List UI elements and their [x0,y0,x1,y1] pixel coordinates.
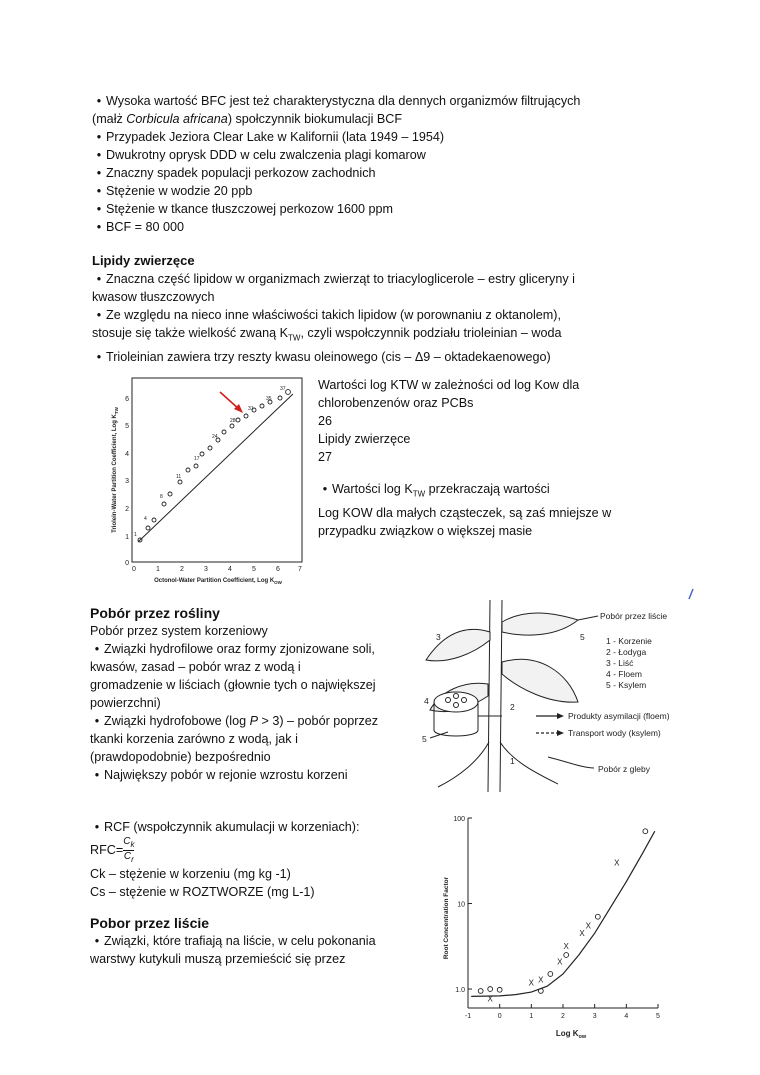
data-point-circle [478,989,483,994]
point [230,424,234,428]
x-tick: 4 [228,566,232,573]
trend-line [138,394,293,542]
point-label: 8 [160,494,163,500]
section-heading: Pobor przez liście [90,915,210,931]
section-rcf [90,818,359,901]
text-line: (małż Corbicula africana) społczynnik biokumulacji BCF [92,112,403,126]
data-point-x: X [585,921,592,931]
point [244,414,248,418]
part-number: 3 [436,632,441,642]
data-point-x: X [579,929,585,939]
text-line: warstwy kutykuli muszą przemieścić się przez [90,952,346,966]
y-tick: 6 [125,396,129,403]
text-line: • Znaczna część lipidow w organizmach zwierząt to triacyloglicerole – estry gliceryny i [92,270,575,288]
point [152,518,156,522]
x-axis-label: Log $K_{ow}$ [555,1029,587,1040]
fit-curve [471,831,655,996]
x-tick: 2 [180,566,184,573]
text-line: • Przypadek Jeziora Clear Lake w Kalifornii (lata 1949 – 1954) [92,128,580,146]
x-tick-label: 0 [497,1013,502,1020]
text-line: • Związki hydrofilowe oraz formy zjonizowane soli, [90,640,378,658]
data-points [138,390,290,542]
y-tick-label: 10 [457,901,465,909]
slash-mark-icon [686,588,696,600]
legend-item: 4 - Floem [606,669,642,679]
text-line: Pobór przez system korzeniowy [90,624,268,638]
part-number: 4 [424,696,429,706]
data-point-circle [564,953,569,958]
x-tick-label: -1 [464,1013,472,1020]
text-line: Cs – stężenie w ROZTWORZE (mg L-1) [90,885,315,899]
part-number: 1 [510,756,515,766]
point-label: 31 [248,406,254,412]
point-label: 1 [134,532,137,538]
root [500,742,558,784]
x-tick-label: 4 [624,1013,629,1020]
data-point-x: X [538,975,544,985]
arrow-icon [536,713,564,736]
data-point-circle [488,987,493,992]
caption-line: • Wartości $\log K_{TW}$ przekraczają wartości [318,480,611,504]
point-label: 17 [194,456,200,462]
root [438,742,489,787]
point-label: 35 [266,396,272,402]
caption-line: Wartości log KTW w zależności od log Kow dla [318,378,580,392]
text-line: (prawdopodobnie) bezpośrednio [90,750,271,764]
plot-area [453,816,660,1020]
point [236,418,240,422]
legend-item: 2 - Łodyga [606,647,647,657]
section-lipids [92,252,575,366]
text-line: • Znaczny spadek populacji perkozow zachodnich [92,164,580,182]
point-label: 28 [230,418,236,424]
data-point-circle [538,989,543,994]
slide-number: 26 [318,414,333,428]
y-axis-label: Root Concentration Factor [443,876,450,960]
point [162,502,166,506]
data-point-circle [497,987,502,992]
part-number: 5 [422,734,427,744]
data-point-x: X [557,957,563,967]
text-line: • Ze względu na nieco inne właściwości takich lipidow (w porownaniu z oktanolem), [92,306,575,324]
text-line: stosuje się także wielkość zwaną $K_{TW}$, czyli wspołczynnik podziału trioleinian – woda [92,326,562,343]
text-line: • Związki, które trafiają na liście, w celu pokonania [90,932,376,950]
legend-item: 3 - Liść [606,658,634,668]
data-point-x: X [487,994,493,1004]
section-bcf [92,92,580,236]
data-point-x: X [614,858,620,868]
ktw-figure-caption [318,376,611,540]
point [186,468,190,472]
section-leaves [90,914,376,968]
leaf [502,659,578,702]
text-line: tkanki korzenia zarówno z wodą, jak i [90,732,298,746]
point [208,446,212,450]
text-line: Ck – stężenie w korzeniu (mg kg -1) [90,867,291,881]
part-number: 5 [580,632,585,642]
x-tick: 3 [204,566,208,573]
arrow-label: Transport wody (ksylem) [568,728,661,738]
section-heading: Lipidy zwierzęce [92,253,195,268]
y-tick: 1 [125,534,129,541]
point-label: 37 [280,386,286,392]
y-tick: 2 [125,506,129,513]
text-line: gromadzenie w liściach (głownie tych o największej [90,678,376,692]
label-bottom: Pobór z gleby [598,764,650,774]
text-line: • Stężenie w tkance tłuszczowej perkozow 1600 ppm [92,200,580,218]
caption-line: przypadku związkow o większej masie [318,523,533,538]
x-tick-label: 3 [592,1013,597,1020]
point [168,492,172,496]
point [178,480,182,484]
legend-item: 1 - Korzenie [606,636,652,646]
data-point-x: X [528,978,535,988]
x-tick: 5 [252,566,256,573]
leaf [502,613,578,635]
point-label: 4 [144,516,147,522]
point [222,430,226,434]
red-arrow-icon [220,392,243,413]
section-heading: Pobór przez rośliny [90,605,220,621]
y-axis-label: Triolein-Water Partition Coefficient, Log $K_{TW}$ [112,407,119,533]
point-label: 11 [176,474,182,480]
caption-line: chlorobenzenów oraz PCBs [318,396,474,410]
point [286,390,291,395]
data-point-circle [548,972,553,977]
x-tick: 1 [156,566,160,573]
caption-line: Log KOW dla małych cząsteczek, są zaś mniejsze w [318,505,612,520]
caption-line: Lipidy zwierzęce [318,432,411,446]
text-line: • Wysoka wartość BFC jest też charakterystyczna dla dennych organizmów filtrujących [92,92,580,110]
text-line: • Związki hydrofobowe (log P > 3) – pobór poprzez [90,712,378,730]
data-point-circle [595,914,600,919]
text-line: • Trioleinian zawiera trzy reszty kwasu oleinowego (cis – Δ9 – oktadekaenowego) [92,348,575,366]
data-point-x: X [563,941,569,951]
y-tick: 3 [125,478,129,485]
label-top: Pobór przez liście [600,611,668,621]
point [278,396,282,400]
ktw-kow-figure [108,370,308,592]
plot-frame [132,378,302,562]
point [200,452,204,456]
text-line: • BCF = 80 000 [92,218,580,236]
part-number: 2 [510,702,515,712]
fraction: $\frac{C_k}{C_r}$ [123,836,135,864]
text-line: • Stężenie w wodzie 20 ppb [92,182,580,200]
x-axis-label: Octonol-Water Partition Coefficient, Log $K_{OW}$ [154,578,282,585]
y-tick: 5 [125,423,129,430]
x-tick: 7 [298,566,302,573]
plant-uptake-diagram [418,592,708,792]
text-line: • Największy pobór w rejonie wzrostu korzeni [90,766,378,784]
rcf-formula: RFC= $\frac{C_k}{C_r}$ [90,836,135,864]
rcf-chart [436,808,668,1040]
data-point-circle [643,829,648,834]
section-plants [90,604,378,784]
arrow-label: Produkty asymilacji (floem) [568,711,670,721]
text-line: • Dwukrotny oprysk DDD w celu zwalczenia plagi komarow [92,146,580,164]
y-tick-label: 100 [453,816,465,823]
x-tick: 6 [276,566,280,573]
text-line: kwasów, zasad – pobór wraz z wodą i [90,660,301,674]
x-tick-label: 2 [561,1013,565,1020]
text-line: kwasow tłuszczowych [92,290,215,304]
y-tick: 0 [125,560,129,567]
text-line: powierzchni) [90,696,161,710]
point [194,464,198,468]
legend-item: 5 - Ksylem [606,680,647,690]
x-tick-label: 1 [529,1013,534,1020]
x-tick-label: 5 [656,1013,660,1020]
point-label: 24 [212,434,218,440]
point [146,526,150,530]
y-tick: 4 [125,451,129,458]
y-tick-label: 1.0 [455,987,465,995]
text-line: • RCF (wspołczynnik akumulacji w korzeniach): [90,818,359,836]
slide-number: 27 [318,450,333,464]
x-tick: 0 [132,566,136,573]
point [260,404,264,408]
